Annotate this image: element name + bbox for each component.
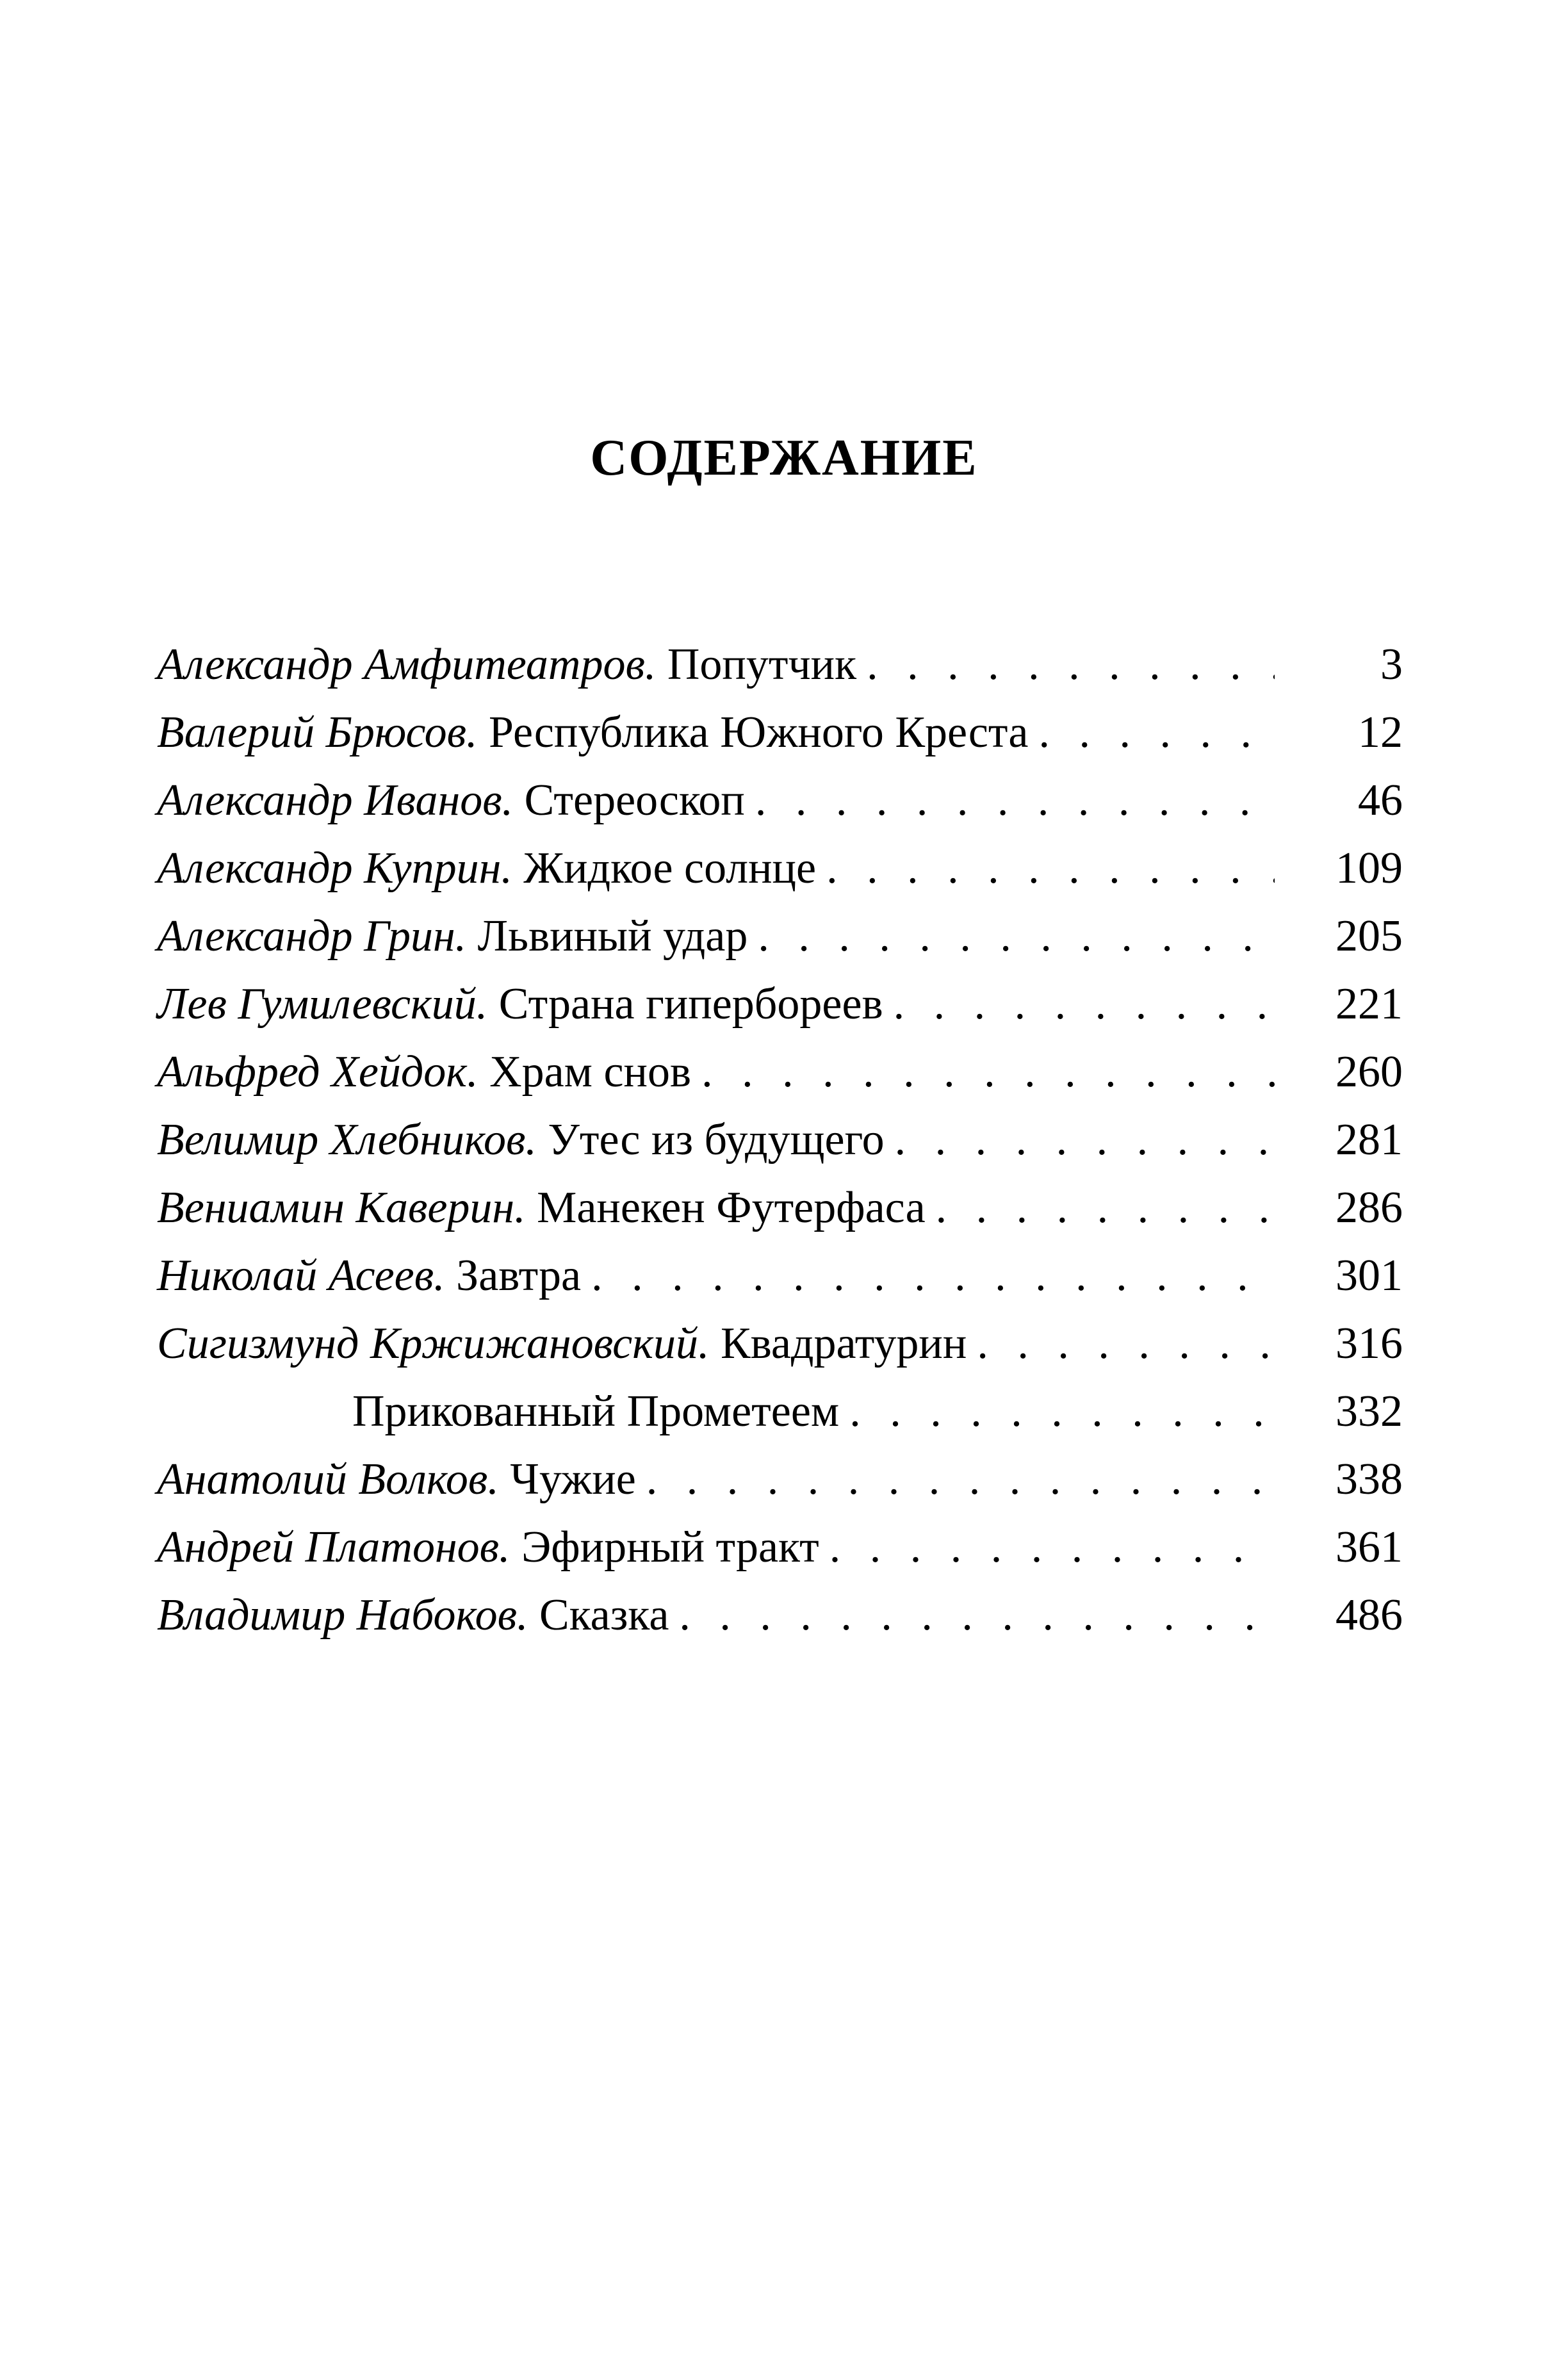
toc-entry bbox=[157, 1446, 1403, 1514]
entry-title: Чужие bbox=[510, 1455, 636, 1504]
dot-leader bbox=[926, 1174, 1275, 1242]
entry-page-number: 301 bbox=[1335, 1251, 1403, 1300]
entry-page-number: 109 bbox=[1335, 844, 1403, 893]
entry-author: Велимир Хлебников. bbox=[157, 1115, 537, 1165]
entry-author: Александр Грин. bbox=[157, 911, 467, 961]
entry-title: Эфирный тракт bbox=[521, 1523, 819, 1572]
dot-leader bbox=[967, 1310, 1275, 1378]
dot-leader bbox=[839, 1378, 1275, 1446]
entry-author: Владимир Набоков. bbox=[157, 1590, 528, 1640]
entry-title: Страна гипербореев bbox=[498, 979, 883, 1029]
dot-leader bbox=[636, 1446, 1275, 1514]
dot-leader bbox=[669, 1581, 1275, 1649]
dot-leader bbox=[885, 1106, 1275, 1174]
toc-entry bbox=[157, 1038, 1403, 1106]
entry-page-number: 281 bbox=[1335, 1115, 1403, 1165]
toc-entry bbox=[157, 1378, 1403, 1446]
dot-leader bbox=[1028, 699, 1275, 767]
entry-author: Александр Иванов. bbox=[157, 776, 514, 825]
entry-page-number: 205 bbox=[1335, 911, 1403, 961]
dot-leader bbox=[819, 1514, 1275, 1581]
toc-entry bbox=[157, 1242, 1403, 1310]
entry-author: Вениамин Каверин. bbox=[157, 1183, 526, 1232]
entry-title: Львиный удар bbox=[477, 911, 748, 961]
dot-leader bbox=[691, 1038, 1275, 1106]
entry-page-number: 486 bbox=[1335, 1590, 1403, 1640]
entry-author: Сигизмунд Кржижановский. bbox=[157, 1319, 710, 1368]
entry-author: Александр Куприн. bbox=[157, 844, 512, 893]
toc-entry bbox=[157, 1581, 1403, 1649]
entry-page-number: 361 bbox=[1335, 1523, 1403, 1572]
entry-title: Жидкое солнце bbox=[523, 844, 817, 893]
dot-leader bbox=[856, 631, 1275, 699]
entry-author: Александр Амфитеатров. bbox=[157, 640, 657, 689]
entry-title: Завтра bbox=[456, 1251, 582, 1300]
entry-title: Прикованный Прометеем bbox=[352, 1387, 840, 1436]
dot-leader bbox=[745, 767, 1275, 835]
toc-entry bbox=[157, 970, 1403, 1038]
entry-title: Квадратурин bbox=[721, 1319, 967, 1368]
dot-leader bbox=[883, 970, 1275, 1038]
toc-entry bbox=[157, 1514, 1403, 1581]
toc-entry bbox=[157, 1310, 1403, 1378]
entry-page-number: 338 bbox=[1335, 1455, 1403, 1504]
entry-page-number: 260 bbox=[1335, 1047, 1403, 1097]
entry-author: Альфред Хейдок. bbox=[157, 1047, 478, 1097]
entry-title: Утес из будущего bbox=[548, 1115, 885, 1165]
entry-page-number: 286 bbox=[1335, 1183, 1403, 1232]
entry-title: Попутчик bbox=[667, 640, 857, 689]
dot-leader bbox=[747, 903, 1275, 970]
entry-page-number: 221 bbox=[1335, 979, 1403, 1029]
toc-entry bbox=[157, 1174, 1403, 1242]
entry-author: Анатолий Волков. bbox=[157, 1455, 499, 1504]
dot-leader bbox=[816, 835, 1275, 903]
entry-title: Манекен Футерфаса bbox=[537, 1183, 926, 1232]
entry-title: Республика Южного Креста bbox=[489, 708, 1029, 757]
entry-author: Валерий Брюсов. bbox=[157, 708, 478, 757]
toc-entry bbox=[157, 631, 1403, 699]
entry-title: Сказка bbox=[539, 1590, 669, 1640]
entry-page-number: 316 bbox=[1335, 1319, 1403, 1368]
entry-page-number: 46 bbox=[1358, 776, 1403, 825]
toc-entry bbox=[157, 835, 1403, 903]
entry-page-number: 12 bbox=[1358, 708, 1403, 757]
entry-author: Николай Асеев. bbox=[157, 1251, 445, 1300]
page-title: СОДЕРЖАНИЕ bbox=[590, 430, 978, 486]
dot-leader bbox=[581, 1242, 1275, 1310]
entry-author: Андрей Платонов. bbox=[157, 1523, 510, 1572]
toc-entry bbox=[157, 903, 1403, 970]
entry-title: Стереоскоп bbox=[524, 776, 745, 825]
toc-entry bbox=[157, 1106, 1403, 1174]
entry-author: Лев Гумилевский. bbox=[157, 979, 488, 1029]
entry-title: Храм снов bbox=[489, 1047, 692, 1097]
toc-entry bbox=[157, 767, 1403, 835]
toc-entry bbox=[157, 699, 1403, 767]
table-of-contents bbox=[157, 631, 1403, 1649]
entry-page-number: 3 bbox=[1380, 640, 1403, 689]
entry-page-number: 332 bbox=[1335, 1387, 1403, 1436]
